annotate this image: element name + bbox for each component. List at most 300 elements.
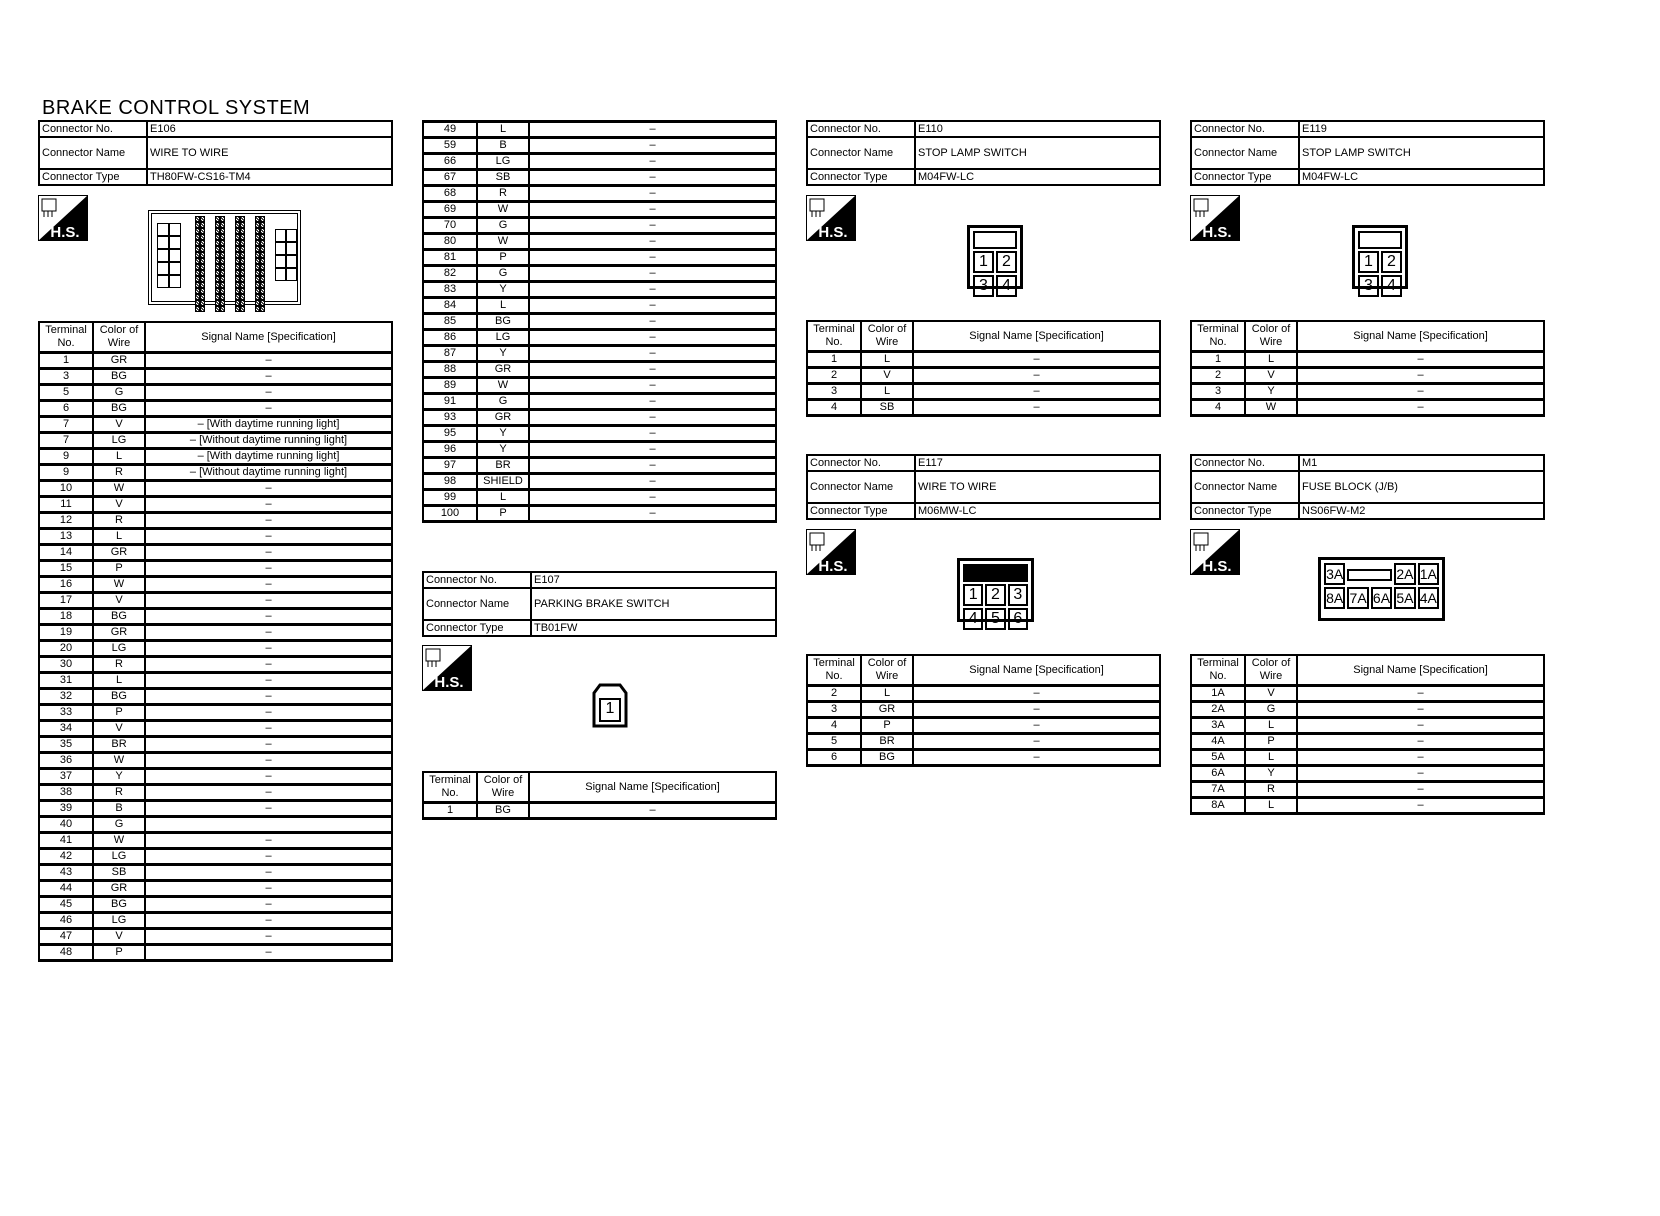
terminal-table	[1190, 320, 1545, 417]
terminal-no: 69	[423, 202, 477, 218]
table-row	[39, 817, 392, 833]
signal-name: –	[913, 702, 1160, 718]
table-row	[423, 346, 776, 362]
terminal-no: 46	[39, 913, 93, 929]
connector-no: E119	[1299, 121, 1544, 137]
col-color-of-wire: Color of Wire	[1245, 655, 1297, 686]
terminal-no: 45	[39, 897, 93, 913]
wire-color: BG	[93, 401, 145, 417]
signal-name: –	[145, 625, 392, 641]
pin-label: 1	[605, 700, 615, 717]
connector-name: WIRE TO WIRE	[915, 471, 1160, 503]
signal-name: – [Without daytime running light]	[145, 465, 392, 481]
wire-color: L	[1245, 352, 1297, 368]
table-row	[39, 449, 392, 465]
table-row	[423, 266, 776, 282]
terminal-no: 31	[39, 673, 93, 689]
table-row	[39, 865, 392, 881]
terminal-no: 47	[39, 929, 93, 945]
terminal-table	[422, 771, 777, 820]
col-terminal-no: Terminal No.	[1191, 655, 1245, 686]
wire-color: GR	[93, 353, 145, 369]
connector-type: M06MW-LC	[915, 503, 1160, 519]
pin-label: 2A	[1394, 563, 1415, 585]
table-row	[423, 298, 776, 314]
connector-face-diagram	[957, 558, 1034, 627]
signal-name: –	[529, 186, 776, 202]
col-terminal-no: Terminal No.	[423, 772, 477, 803]
col-terminal-no: Terminal No.	[1191, 321, 1245, 352]
pin-label: 3	[1008, 584, 1028, 606]
wire-color: V	[93, 929, 145, 945]
wire-color: BG	[477, 314, 529, 330]
table-row	[39, 769, 392, 785]
pin-label: 1	[973, 251, 994, 273]
wire-color: LG	[477, 154, 529, 170]
table-row	[39, 801, 392, 817]
connector-face-diagram	[148, 210, 301, 305]
connector-name: FUSE BLOCK (J/B)	[1299, 471, 1544, 503]
terminal-no: 95	[423, 426, 477, 442]
terminal-no: 3	[39, 369, 93, 385]
signal-name: –	[529, 314, 776, 330]
col-color-of-wire: Color of Wire	[861, 321, 913, 352]
signal-name: – [With daytime running light]	[145, 417, 392, 433]
table-row	[423, 426, 776, 442]
connector-name: STOP LAMP SWITCH	[1299, 137, 1544, 169]
field-label: Connector No.	[423, 572, 531, 588]
wire-color: L	[861, 352, 913, 368]
col-color-of-wire: Color of Wire	[477, 772, 529, 803]
wire-color: R	[1245, 782, 1297, 798]
hs-label: H.S.	[434, 674, 464, 691]
wire-color: R	[93, 785, 145, 801]
pin-label: 4	[996, 275, 1017, 297]
wire-color: G	[477, 218, 529, 234]
wire-color: V	[93, 497, 145, 513]
connector-type: M04FW-LC	[1299, 169, 1544, 185]
signal-name: –	[145, 881, 392, 897]
wire-color: Y	[1245, 384, 1297, 400]
pin-label: 4	[1381, 275, 1402, 297]
terminal-no: 8A	[1191, 798, 1245, 814]
col-signal-name: Signal Name [Specification]	[529, 772, 776, 803]
terminal-no: 89	[423, 378, 477, 394]
terminal-no: 43	[39, 865, 93, 881]
pin-label: 4	[963, 608, 983, 630]
signal-name: –	[145, 929, 392, 945]
table-row	[39, 417, 392, 433]
signal-name: –	[145, 529, 392, 545]
field-label: Connector No.	[807, 121, 915, 137]
signal-name: –	[145, 513, 392, 529]
table-row	[1191, 750, 1544, 766]
connector-face-diagram	[1318, 557, 1445, 621]
harness-side-icon	[806, 529, 856, 575]
signal-name: –	[913, 718, 1160, 734]
wire-color: BR	[477, 458, 529, 474]
terminal-no: 84	[423, 298, 477, 314]
terminal-no: 15	[39, 561, 93, 577]
wire-color: L	[93, 529, 145, 545]
wire-color: W	[477, 202, 529, 218]
terminal-no: 12	[39, 513, 93, 529]
terminal-no: 70	[423, 218, 477, 234]
terminal-no: 20	[39, 641, 93, 657]
field-label: Connector Name	[807, 471, 915, 503]
terminal-no: 100	[423, 506, 477, 522]
field-label: Connector No.	[1191, 121, 1299, 137]
wire-color: GR	[93, 625, 145, 641]
signal-name: –	[529, 426, 776, 442]
wire-color: Y	[477, 426, 529, 442]
terminal-table	[38, 321, 393, 962]
pin-label: 2	[985, 584, 1005, 606]
terminal-no: 2	[807, 686, 861, 702]
signal-name: –	[145, 897, 392, 913]
connector-face-diagram	[967, 225, 1023, 294]
wire-color: P	[477, 250, 529, 266]
signal-name: –	[145, 689, 392, 705]
table-row	[423, 282, 776, 298]
connector-no: E110	[915, 121, 1160, 137]
terminal-no: 40	[39, 817, 93, 833]
wire-color: G	[93, 817, 145, 833]
wire-color: BR	[861, 734, 913, 750]
table-row	[423, 394, 776, 410]
signal-name: –	[913, 352, 1160, 368]
signal-name: –	[529, 474, 776, 490]
signal-name: –	[913, 368, 1160, 384]
terminal-no: 2A	[1191, 702, 1245, 718]
signal-name: –	[145, 849, 392, 865]
col-color-of-wire: Color of Wire	[93, 322, 145, 353]
signal-name: –	[529, 218, 776, 234]
terminal-no: 91	[423, 394, 477, 410]
table-row	[39, 529, 392, 545]
wire-color: L	[1245, 798, 1297, 814]
connector-type: NS06FW-M2	[1299, 503, 1544, 519]
signal-name: –	[145, 545, 392, 561]
wire-color: BG	[93, 369, 145, 385]
table-row	[39, 609, 392, 625]
table-row	[1191, 384, 1544, 400]
table-row	[1191, 798, 1544, 814]
wire-color: Y	[93, 769, 145, 785]
terminal-no: 39	[39, 801, 93, 817]
table-row	[39, 385, 392, 401]
signal-name: –	[1297, 368, 1544, 384]
terminal-no: 93	[423, 410, 477, 426]
table-row	[1191, 702, 1544, 718]
connector-header	[1190, 120, 1545, 186]
table-row	[423, 186, 776, 202]
table-row	[39, 753, 392, 769]
pin-label: 1	[963, 584, 983, 606]
pin-label: 4A	[1418, 587, 1439, 609]
terminal-no: 3A	[1191, 718, 1245, 734]
table-row	[39, 705, 392, 721]
signal-name: –	[529, 458, 776, 474]
wire-color: P	[93, 561, 145, 577]
wire-color: Y	[1245, 766, 1297, 782]
pin-label: 1	[1358, 251, 1379, 273]
harness-side-icon	[1190, 529, 1240, 575]
signal-name: –	[1297, 782, 1544, 798]
col-signal-name: Signal Name [Specification]	[145, 322, 392, 353]
table-row	[1191, 352, 1544, 368]
connector-type: TH80FW-CS16-TM4	[147, 169, 392, 185]
terminal-no: 3	[807, 384, 861, 400]
wire-color: BR	[93, 737, 145, 753]
wire-color: V	[861, 368, 913, 384]
terminal-no: 30	[39, 657, 93, 673]
terminal-no: 80	[423, 234, 477, 250]
wire-color: LG	[93, 641, 145, 657]
wire-color: LG	[93, 433, 145, 449]
terminal-no: 6	[807, 750, 861, 766]
signal-name: –	[529, 234, 776, 250]
field-label: Connector No.	[1191, 455, 1299, 471]
terminal-no: 81	[423, 250, 477, 266]
wire-color: W	[93, 577, 145, 593]
signal-name: –	[529, 122, 776, 138]
signal-name: –	[529, 330, 776, 346]
signal-name: –	[145, 737, 392, 753]
signal-name: –	[1297, 702, 1544, 718]
pin-label: 3	[973, 275, 994, 297]
table-row	[39, 737, 392, 753]
hs-label: H.S.	[1202, 224, 1232, 241]
col-signal-name: Signal Name [Specification]	[913, 321, 1160, 352]
wire-color: BG	[477, 803, 529, 819]
terminal-no: 7	[39, 417, 93, 433]
harness-side-icon	[38, 195, 88, 241]
wire-color: L	[93, 449, 145, 465]
table-row	[39, 401, 392, 417]
signal-name: –	[529, 170, 776, 186]
signal-name: –	[1297, 384, 1544, 400]
terminal-no: 10	[39, 481, 93, 497]
signal-name: –	[1297, 750, 1544, 766]
table-row	[39, 561, 392, 577]
terminal-no: 32	[39, 689, 93, 705]
connector-name: STOP LAMP SWITCH	[915, 137, 1160, 169]
signal-name: –	[529, 282, 776, 298]
pin-label: 6A	[1371, 587, 1392, 609]
terminal-no: 1	[807, 352, 861, 368]
signal-name: –	[913, 686, 1160, 702]
wire-color: W	[477, 378, 529, 394]
signal-name: –	[145, 945, 392, 961]
wire-color: W	[1245, 400, 1297, 416]
terminal-table	[422, 120, 777, 523]
signal-name: –	[529, 394, 776, 410]
terminal-no: 68	[423, 186, 477, 202]
terminal-no: 2	[1191, 368, 1245, 384]
signal-name: –	[529, 202, 776, 218]
wire-color: P	[1245, 734, 1297, 750]
wire-color: GR	[93, 545, 145, 561]
table-row	[423, 234, 776, 250]
table-row	[39, 945, 392, 961]
signal-name: –	[145, 913, 392, 929]
terminal-no: 19	[39, 625, 93, 641]
wire-color: BG	[93, 689, 145, 705]
signal-name: –	[529, 506, 776, 522]
signal-name: –	[529, 410, 776, 426]
signal-name: –	[145, 641, 392, 657]
signal-name: –	[1297, 352, 1544, 368]
table-row	[1191, 782, 1544, 798]
wire-color: R	[93, 513, 145, 529]
pin-label: 5	[985, 608, 1005, 630]
signal-name: –	[529, 266, 776, 282]
col-signal-name: Signal Name [Specification]	[1297, 321, 1544, 352]
terminal-no: 88	[423, 362, 477, 378]
wire-color: L	[1245, 750, 1297, 766]
wire-color: SB	[477, 170, 529, 186]
terminal-no: 37	[39, 769, 93, 785]
terminal-no: 6	[39, 401, 93, 417]
wire-color: W	[93, 833, 145, 849]
terminal-no: 9	[39, 465, 93, 481]
terminal-no: 33	[39, 705, 93, 721]
wire-color: Y	[477, 346, 529, 362]
pin-label: 1A	[1418, 563, 1439, 585]
signal-name: –	[145, 481, 392, 497]
page-title: BRAKE CONTROL SYSTEM	[42, 97, 311, 119]
signal-name: –	[145, 561, 392, 577]
field-label: Connector Type	[1191, 169, 1299, 185]
pin-label: 3A	[1324, 563, 1345, 585]
wire-color: P	[861, 718, 913, 734]
field-label: Connector Type	[807, 169, 915, 185]
wire-color: G	[477, 394, 529, 410]
signal-name: –	[145, 769, 392, 785]
table-row	[39, 369, 392, 385]
wire-color: SHIELD	[477, 474, 529, 490]
harness-side-icon	[422, 645, 472, 691]
terminal-table	[1190, 654, 1545, 815]
wire-color: R	[93, 657, 145, 673]
table-row	[423, 218, 776, 234]
terminal-no: 6A	[1191, 766, 1245, 782]
col-color-of-wire: Color of Wire	[1245, 321, 1297, 352]
table-row	[39, 897, 392, 913]
field-label: Connector Type	[807, 503, 915, 519]
table-row	[39, 689, 392, 705]
signal-name: –	[529, 250, 776, 266]
terminal-no: 3	[807, 702, 861, 718]
wire-color: W	[477, 234, 529, 250]
connector-header	[806, 120, 1161, 186]
wire-color: GR	[477, 410, 529, 426]
table-row	[423, 378, 776, 394]
table-row	[39, 833, 392, 849]
table-row	[423, 410, 776, 426]
table-row	[39, 465, 392, 481]
col-signal-name: Signal Name [Specification]	[1297, 655, 1544, 686]
table-row	[807, 368, 1160, 384]
signal-name: –	[1297, 734, 1544, 750]
terminal-no: 85	[423, 314, 477, 330]
terminal-no: 41	[39, 833, 93, 849]
terminal-no: 1	[39, 353, 93, 369]
field-label: Connector Name	[39, 137, 147, 169]
wire-color: Y	[477, 282, 529, 298]
table-row	[39, 481, 392, 497]
table-row	[423, 803, 776, 819]
wire-color: SB	[93, 865, 145, 881]
pin-label: 3	[1358, 275, 1379, 297]
signal-name: –	[529, 803, 776, 819]
terminal-no: 59	[423, 138, 477, 154]
terminal-no: 49	[423, 122, 477, 138]
connector-header	[1190, 454, 1545, 520]
signal-name: – [With daytime running light]	[145, 449, 392, 465]
table-row	[423, 122, 776, 138]
pin-label: 2	[996, 251, 1017, 273]
table-row	[423, 154, 776, 170]
terminal-no: 7A	[1191, 782, 1245, 798]
wire-color: L	[477, 122, 529, 138]
signal-name: –	[145, 593, 392, 609]
signal-name: –	[1297, 798, 1544, 814]
table-row	[39, 433, 392, 449]
harness-side-icon	[806, 195, 856, 241]
terminal-no: 97	[423, 458, 477, 474]
col-color-of-wire: Color of Wire	[861, 655, 913, 686]
field-label: Connector No.	[807, 455, 915, 471]
terminal-no: 7	[39, 433, 93, 449]
terminal-no: 1	[1191, 352, 1245, 368]
signal-name: –	[1297, 400, 1544, 416]
field-label: Connector Type	[39, 169, 147, 185]
terminal-table	[806, 654, 1161, 767]
table-row	[1191, 368, 1544, 384]
table-row	[39, 673, 392, 689]
table-row	[423, 490, 776, 506]
wire-color: BG	[93, 609, 145, 625]
pin-label: 7A	[1347, 587, 1368, 609]
signal-name: –	[529, 138, 776, 154]
connector-name: PARKING BRAKE SWITCH	[531, 588, 776, 620]
wire-color: LG	[93, 849, 145, 865]
signal-name: –	[1297, 686, 1544, 702]
terminal-no: 99	[423, 490, 477, 506]
field-label: Connector Name	[807, 137, 915, 169]
signal-name: –	[529, 298, 776, 314]
pin-label: 8A	[1324, 587, 1345, 609]
terminal-no: 42	[39, 849, 93, 865]
col-terminal-no: Terminal No.	[39, 322, 93, 353]
signal-name: –	[529, 362, 776, 378]
wire-color: V	[93, 417, 145, 433]
terminal-no: 38	[39, 785, 93, 801]
table-row	[423, 330, 776, 346]
table-row	[423, 202, 776, 218]
terminal-no: 5	[807, 734, 861, 750]
signal-name: –	[145, 609, 392, 625]
table-row	[423, 362, 776, 378]
wire-color: P	[93, 705, 145, 721]
table-row	[807, 400, 1160, 416]
terminal-no: 17	[39, 593, 93, 609]
key-slot	[1347, 569, 1392, 581]
terminal-no: 34	[39, 721, 93, 737]
table-row	[39, 913, 392, 929]
